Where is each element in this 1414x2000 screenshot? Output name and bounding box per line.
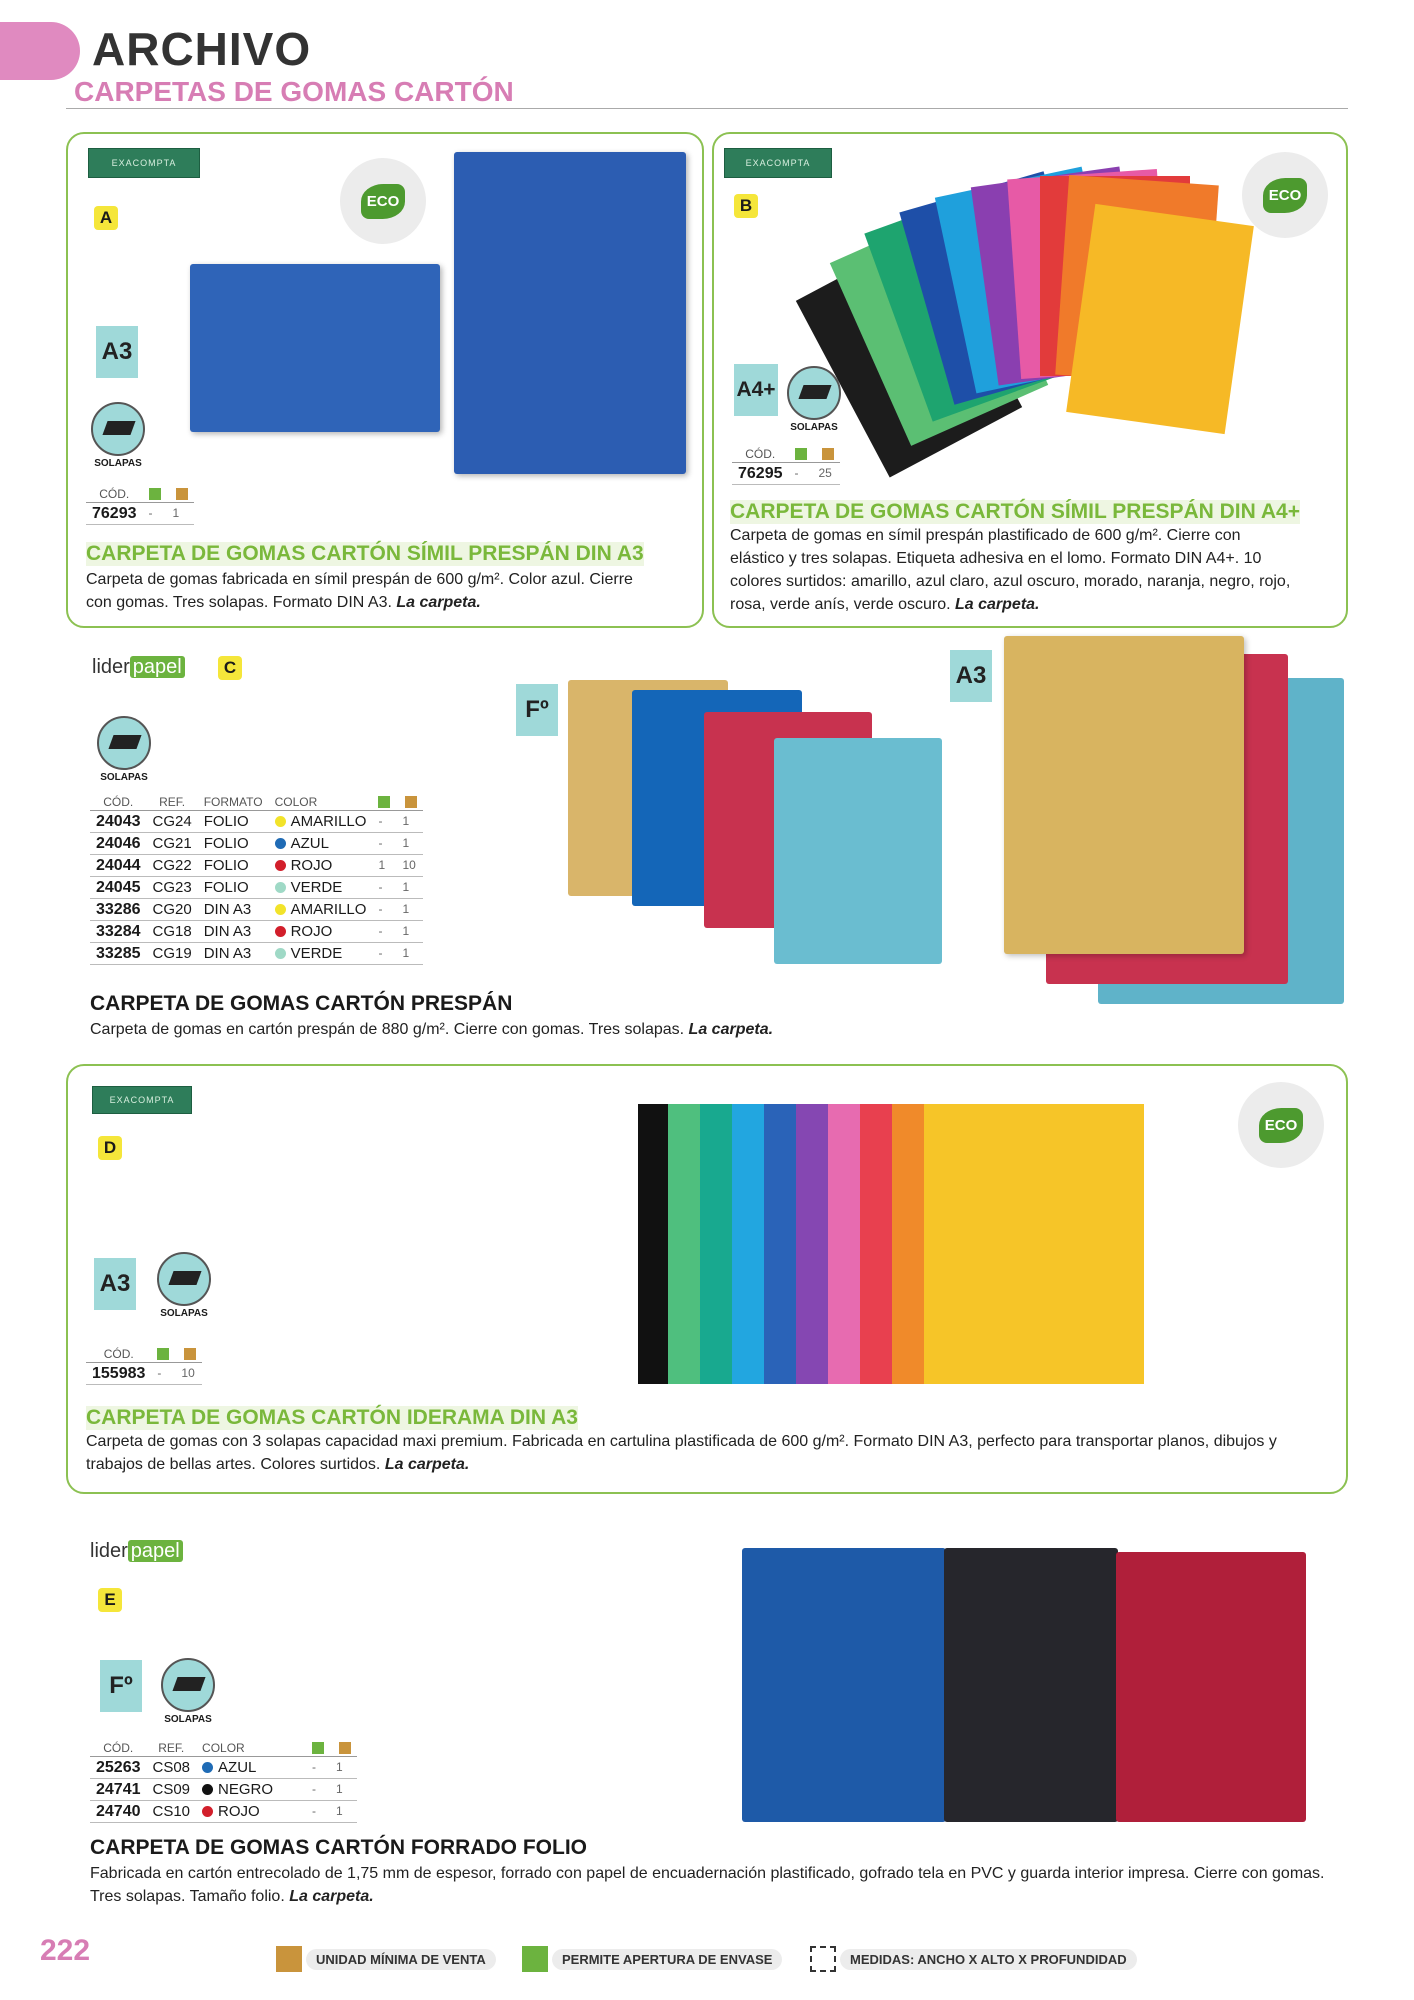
product-image-folder-yellow-a3 bbox=[1004, 636, 1244, 954]
table-row: 25263 CS08 AZUL - 1 bbox=[90, 1757, 357, 1779]
table-row: 33284 CG18 DIN A3 ROJO - 1 bbox=[90, 921, 423, 943]
product-title-e: CARPETA DE GOMAS CARTÓN FORRADO FOLIO bbox=[90, 1836, 587, 1859]
format-badge-folio: Fº bbox=[100, 1660, 142, 1712]
product-title-b: CARPETA DE GOMAS CARTÓN SÍMIL PRESPÁN DIN A4+ bbox=[730, 500, 1300, 523]
product-letter-d: D bbox=[98, 1136, 122, 1160]
box-icon bbox=[405, 796, 417, 808]
dimensions-icon bbox=[810, 1946, 836, 1972]
open-pack-icon bbox=[522, 1946, 548, 1972]
code-table-b: CÓD. 76295 - 25 bbox=[732, 446, 840, 485]
product-title-c: CARPETA DE GOMAS CARTÓN PRESPÁN bbox=[90, 992, 513, 1015]
solapas-icon: SOLAPAS bbox=[784, 366, 844, 433]
product-image-folder-blue-open bbox=[454, 152, 686, 474]
folder-yellow bbox=[1066, 204, 1254, 434]
product-desc-a: Carpeta de gomas fabricada en símil prespán de 600 g/m². Color azul. Cierre con gomas. Tres solapas. Formato DIN A3. La carpeta. bbox=[86, 571, 633, 611]
format-badge-a3: A3 bbox=[94, 1258, 136, 1310]
box-icon bbox=[822, 448, 834, 460]
table-row: 24740 CS10 ROJO - 1 bbox=[90, 1801, 357, 1823]
eco-icon: ECO bbox=[1238, 1082, 1324, 1168]
table-row: 24045 CG23 FOLIO VERDE - 1 bbox=[90, 877, 423, 899]
box-icon bbox=[176, 488, 188, 500]
code-table-a: CÓD. 76293 - 1 bbox=[86, 486, 194, 525]
solapas-icon: SOLAPAS bbox=[94, 716, 154, 783]
product-d-box bbox=[66, 1064, 1348, 1494]
code-table-e: CÓD. REF. COLOR 25263 CS08 AZUL - 1 24741 CS09 NEGRO - 1 24740 CS10 ROJO - 1 bbox=[90, 1740, 357, 1823]
product-title-a: CARPETA DE GOMAS CARTÓN SÍMIL PRESPÁN DIN A3 bbox=[86, 542, 644, 565]
table-row: 24741 CS09 NEGRO - 1 bbox=[90, 1779, 357, 1801]
eco-icon: ECO bbox=[1242, 152, 1328, 238]
header-divider bbox=[66, 108, 1348, 109]
open-pack-icon bbox=[795, 448, 807, 460]
legend-unidad-minima: UNIDAD MÍNIMA DE VENTA bbox=[276, 1946, 496, 1972]
product-image-folder-red bbox=[1116, 1552, 1306, 1822]
code-table-c: CÓD. REF. FORMATO COLOR 24043 CG24 FOLIO AMARILLO - 1 24046 CG21 FOLIO AZUL - 1 24044 CG22 FOLIO ROJO 1 10 24045 CG23 FOLIO VERDE - 1 33286 CG20 DIN A3 AMARILLO - 1 33284 CG18 DIN A3 ROJO - 1 33285 CG19 DIN A3 VERDE - 1 bbox=[90, 794, 423, 965]
page-title: ARCHIVO bbox=[92, 23, 312, 75]
section-tab bbox=[0, 22, 80, 80]
product-desc-d: Carpeta de gomas con 3 solapas capacidad maxi premium. Fabricada en cartulina plastificada de 600 g/m². Formato DIN A3, perfecto para transportar planos, dibujos y trabajos de bellas artes. Colores surtidos. La carpeta. bbox=[86, 1433, 1277, 1473]
product-desc-b: Carpeta de gomas en símil prespán plastificado de 600 g/m². Cierre con elástico y tres solapas. Etiqueta adhesiva en el lomo. Formato DIN A4+. 10 colores surtidos: amarillo, azul claro, azul oscuro, morado, naranja, negro, rojo, rosa, verde anís, verde oscuro. La carpeta. bbox=[730, 527, 1291, 613]
open-pack-icon bbox=[149, 488, 161, 500]
exacompta-logo: EXACOMPTA bbox=[92, 1086, 192, 1114]
product-letter-a: A bbox=[94, 206, 118, 230]
page-subtitle: CARPETAS DE GOMAS CARTÓN bbox=[74, 76, 514, 107]
product-b-box bbox=[712, 132, 1348, 628]
box-icon bbox=[276, 1946, 302, 1972]
table-row: 33286 CG20 DIN A3 AMARILLO - 1 bbox=[90, 899, 423, 921]
eco-icon: ECO bbox=[340, 158, 426, 244]
code-table-d: CÓD. 155983 - 10 bbox=[86, 1346, 202, 1385]
product-desc-c: Carpeta de gomas en cartón prespán de 880 g/m². Cierre con gomas. Tres solapas. La carpeta. bbox=[90, 1021, 774, 1038]
solapas-icon: SOLAPAS bbox=[154, 1252, 214, 1319]
open-pack-icon bbox=[312, 1742, 324, 1754]
product-image-folder-black bbox=[944, 1548, 1118, 1822]
format-badge-a3: A3 bbox=[96, 326, 138, 378]
page-number: 222 bbox=[40, 1934, 91, 1967]
product-a-box bbox=[66, 132, 704, 628]
liderpapel-logo: lider papel bbox=[92, 656, 185, 679]
table-row: 33285 CG19 DIN A3 VERDE - 1 bbox=[90, 943, 423, 965]
product-letter-c: C bbox=[218, 656, 242, 680]
box-icon bbox=[184, 1348, 196, 1360]
format-badge-a3: A3 bbox=[950, 650, 992, 702]
product-image-folder-teal bbox=[774, 738, 942, 964]
exacompta-logo: EXACOMPTA bbox=[724, 148, 832, 178]
open-pack-icon bbox=[378, 796, 390, 808]
liderpapel-logo: lider papel bbox=[90, 1540, 183, 1563]
table-row: 24044 CG22 FOLIO ROJO 1 10 bbox=[90, 855, 423, 877]
product-image-folders-iderama bbox=[638, 1104, 1144, 1384]
exacompta-logo: EXACOMPTA bbox=[88, 148, 200, 178]
open-pack-icon bbox=[157, 1348, 169, 1360]
product-image-folder-blue bbox=[742, 1548, 946, 1822]
solapas-icon: SOLAPAS bbox=[88, 402, 148, 469]
product-title-d: CARPETA DE GOMAS CARTÓN IDERAMA DIN A3 bbox=[86, 1406, 578, 1429]
solapas-icon: SOLAPAS bbox=[158, 1658, 218, 1725]
product-letter-e: E bbox=[98, 1588, 122, 1612]
box-icon bbox=[339, 1742, 351, 1754]
format-badge-a4plus: A4+ bbox=[734, 364, 778, 416]
product-image-folders-assorted bbox=[834, 154, 1240, 454]
product-letter-b: B bbox=[734, 194, 758, 218]
table-row: 24046 CG21 FOLIO AZUL - 1 bbox=[90, 833, 423, 855]
legend-medidas: MEDIDAS: ANCHO X ALTO X PROFUNDIDAD bbox=[810, 1946, 1137, 1972]
product-image-folder-blue-closed bbox=[190, 264, 440, 432]
legend-apertura-envase: PERMITE APERTURA DE ENVASE bbox=[522, 1946, 782, 1972]
product-desc-e: Fabricada en cartón entrecolado de 1,75 mm de espesor, forrado con papel de encuadernación plastificado, gofrado tela en PVC y guarda interior impresa. Cierre con gomas. Tres solapas. Tamaño folio. La carpeta. bbox=[90, 1865, 1325, 1905]
format-badge-folio: Fº bbox=[516, 684, 558, 736]
table-row: 24043 CG24 FOLIO AMARILLO - 1 bbox=[90, 811, 423, 833]
